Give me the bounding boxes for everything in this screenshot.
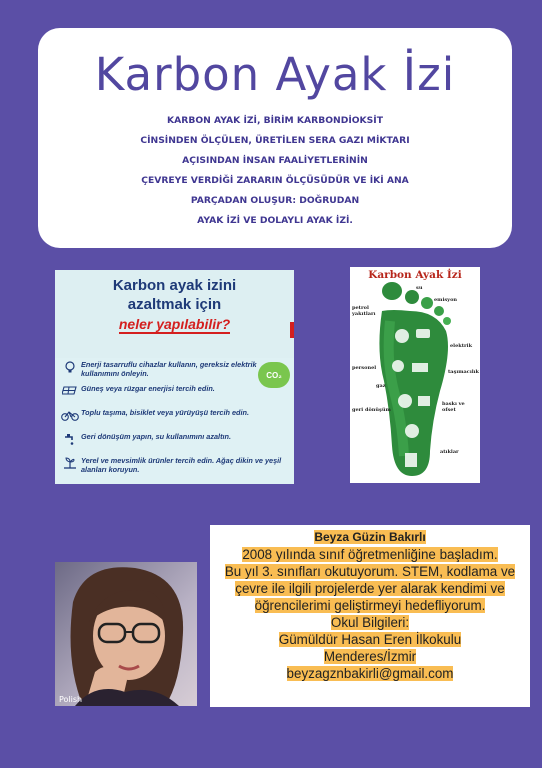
tip-text: Enerji tasarruflu cihazlar kullanın, gereksiz elektrik kullanımını önleyin. — [81, 360, 257, 378]
description-line: CİNSİNDEN ÖLÇÜLEN, ÜRETİLEN SERA GAZI MİKTARI — [140, 135, 410, 146]
tip-item — [59, 430, 290, 452]
label-su: su — [416, 285, 423, 291]
page-title: Karbon Ayak İzi — [94, 48, 456, 101]
tip-text: Geri dönüşüm yapın, su kullanımını azaltın. — [81, 432, 232, 441]
label-gaz: gaz — [376, 383, 386, 389]
author-name: Beyza Güzin Bakırlı — [314, 530, 426, 544]
tips-infographic — [55, 270, 294, 484]
label-geri-donusum: geri dönüşüm — [352, 407, 391, 413]
label-emisyon: emisyon — [434, 297, 458, 303]
label-baski: baskı ve ofset — [442, 401, 465, 413]
bulb-leaf-icon — [59, 358, 81, 376]
label-personel: personel — [352, 365, 377, 371]
description-line: AÇISINDAN İNSAN FAALİYETLERİNİN — [182, 155, 368, 166]
bio-line: Menderes/İzmir — [323, 649, 417, 664]
tips-title-line2: azaltmak için — [127, 296, 222, 313]
tip-item — [59, 406, 290, 428]
portrait-illustration — [55, 562, 197, 706]
footprint-title: Karbon Ayak İzi — [368, 269, 462, 281]
footprint-infographic — [350, 267, 480, 483]
description-line: ÇEVREYE VERDİĞİ ZARARIN ÖLÇÜSÜDÜR VE İKİ ANA — [141, 175, 409, 186]
solar-panel-icon — [59, 382, 81, 400]
tip-item — [59, 454, 290, 480]
bio-line: Gümüldür Hasan Eren İlkokulu — [278, 632, 462, 647]
label-tasimacilik: taşımacılık — [448, 369, 480, 375]
author-photo — [55, 562, 197, 706]
tip-text: Toplu taşıma, bisiklet veya yürüyüşü tercih edin. — [81, 408, 250, 417]
bio-line: 2008 yılında sınıf öğretmenliğine başladım. — [242, 547, 498, 562]
co2-cloud-icon: CO₂ — [258, 362, 290, 388]
tip-text: Yerel ve mevsimlik ürünler tercih edin. Ağaç dikin ve yeşil alanları koruyun. — [81, 456, 282, 474]
bio-card — [210, 525, 530, 707]
tips-title-line1: Karbon ayak izini — [112, 277, 237, 294]
plant-hand-icon — [59, 454, 81, 472]
tip-text: Güneş veya rüzgar enerjisi tercih edin. — [81, 384, 215, 393]
label-petrol: petrol yakıtları — [352, 305, 376, 317]
description-line: KARBON AYAK İZİ, BİRİM KARBONDİOKSİT — [167, 115, 383, 126]
bio-line: öğrencilerimi geliştirmeyi hedefliyorum. — [254, 598, 486, 613]
faucet-icon — [59, 430, 81, 448]
description-line: AYAK İZİ VE DOLAYLI AYAK İZİ. — [197, 215, 353, 226]
header-card — [38, 28, 512, 248]
photo-watermark: Polish — [59, 695, 83, 704]
accent-bar — [290, 322, 294, 338]
bio-line: Okul Bilgileri: — [330, 615, 410, 630]
label-elektrik: elektrik — [450, 343, 473, 349]
bio-line: Bu yıl 3. sınıfları okutuyorum. STEM, kodlama ve — [224, 564, 516, 579]
tip-item — [59, 382, 290, 404]
bio-line: çevre ile ilgili projelerde yer alarak kendimi ve — [235, 581, 505, 596]
tips-heading — [55, 270, 294, 358]
label-atiklar: atıklar — [440, 449, 459, 455]
description-line: PARÇADAN OLUŞUR: DOĞRUDAN — [190, 195, 360, 206]
bicycle-icon — [59, 406, 81, 424]
header-description — [125, 111, 425, 231]
tips-title-line3: neler yapılabilir? — [118, 316, 231, 332]
tip-item — [59, 358, 290, 380]
email-link[interactable]: beyzagznbakirli@gmail.com — [286, 666, 454, 681]
